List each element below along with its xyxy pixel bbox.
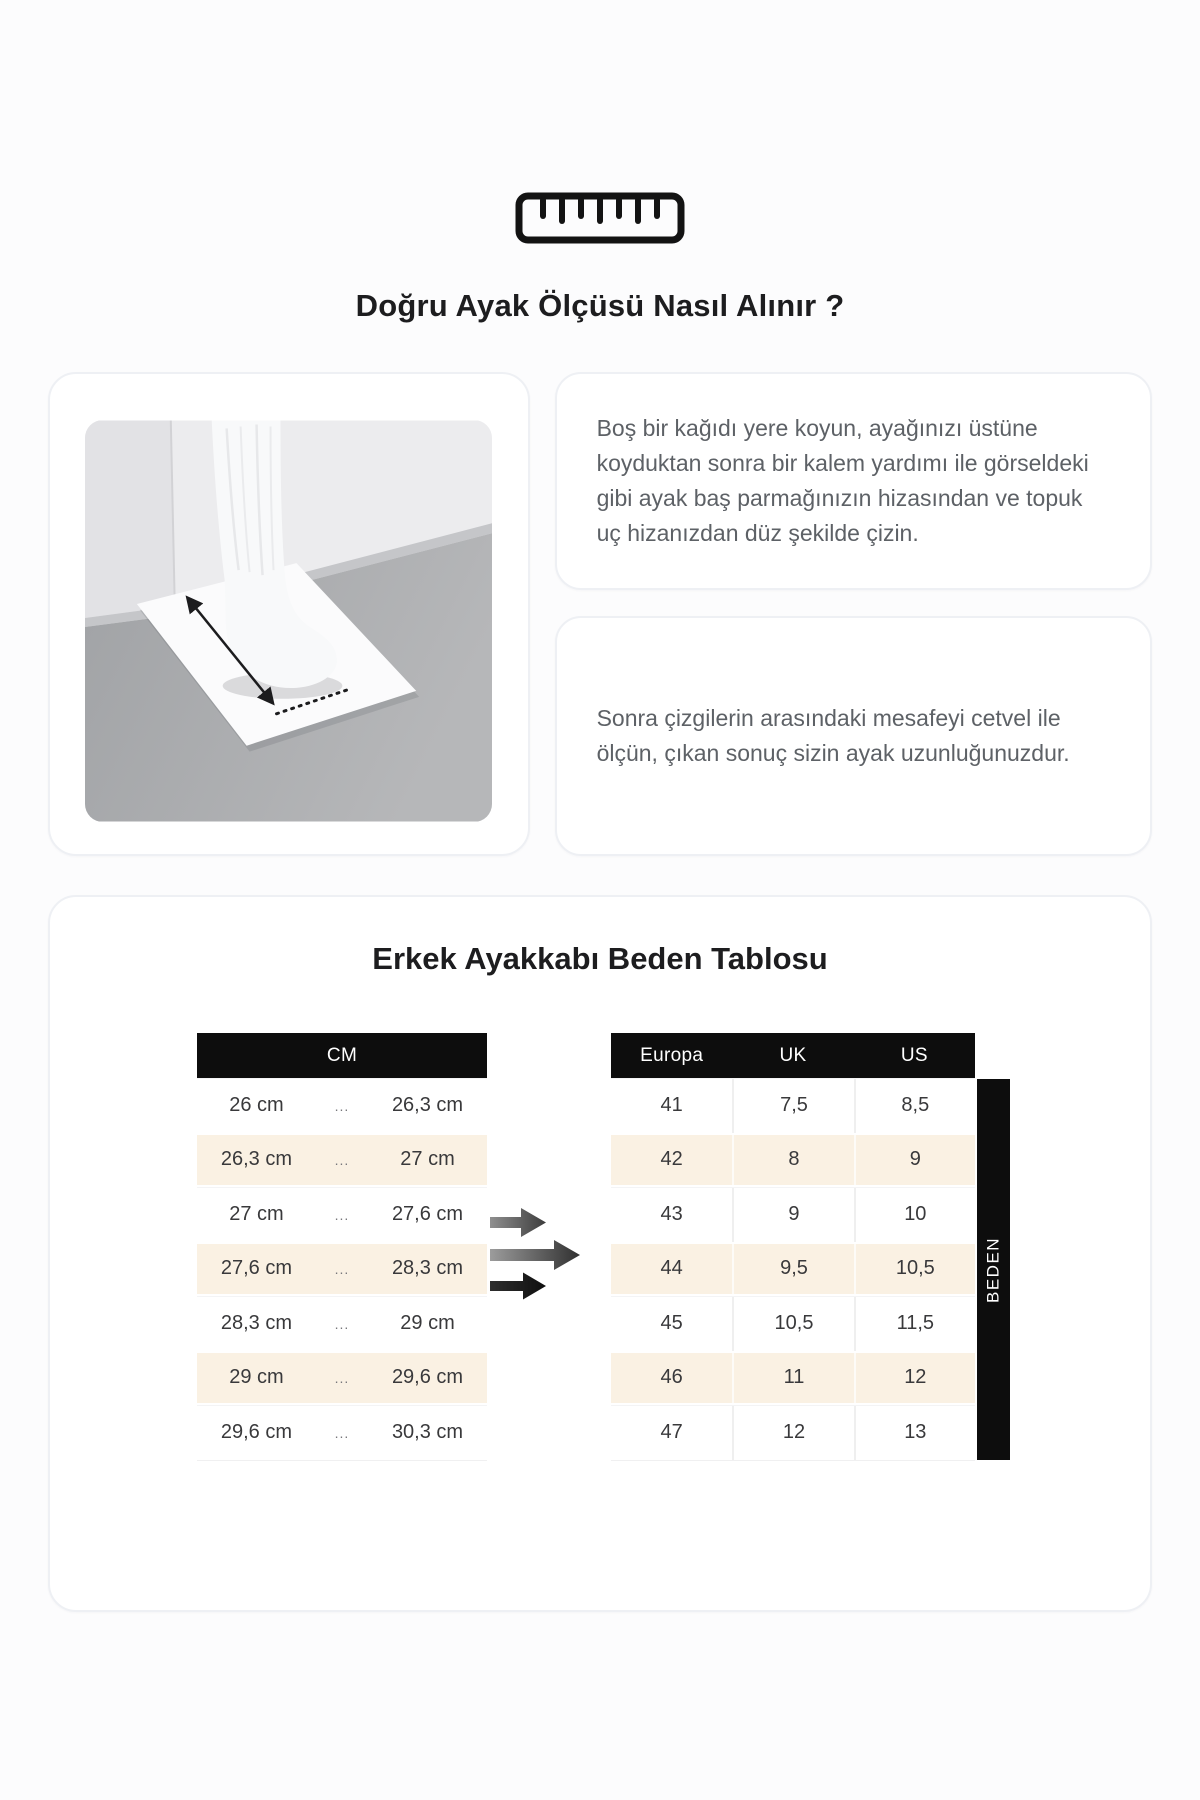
cm-from: 26,3 cm [220,1148,293,1171]
cm-separator: ... [334,1369,350,1386]
size-europa: 47 [660,1421,683,1444]
foot-measurement-photo [85,420,492,822]
size-uk: 9 [732,1188,853,1242]
cm-to: 27 cm [400,1148,455,1171]
size-table-body [611,1078,975,1461]
size-uk: 7,5 [732,1079,853,1133]
size-uk: 9,5 [732,1244,853,1295]
instruction-step2-text: Sonra çizgilerin arasındaki mesafeyi cetvel ile ölçün, çıkan sonuç sizin ayak uzunluğunuzdur. [596,705,1070,766]
size-table-row [611,1242,975,1297]
size-table-row [611,1405,975,1460]
instruction-card-step1 [555,372,1152,590]
size-chart-card [48,895,1152,1612]
size-header-uk: UK [779,1044,807,1066]
cm-from: 27,6 cm [220,1257,293,1280]
page-title: Doğru Ayak Ölçüsü Nasıl Alınır ? [355,288,845,323]
cm-separator: ... [334,1260,350,1277]
size-chart-tables [50,1033,1150,1513]
measure-instructions-section [48,372,1152,856]
cm-to: 30,3 cm [391,1421,464,1444]
size-uk: 8 [732,1135,853,1186]
cm-to: 26,3 cm [391,1094,464,1117]
size-table-row [611,1133,975,1188]
cm-table-body [197,1078,487,1461]
cm-separator: ... [334,1097,350,1114]
instruction-cards-column [555,372,1152,856]
cm-table-row [197,1351,487,1406]
size-uk: 10,5 [732,1297,853,1351]
cm-to: 27,6 cm [391,1203,464,1226]
size-europa: 44 [660,1257,683,1280]
size-table-row [611,1187,975,1242]
size-europa: 41 [660,1094,683,1117]
conversion-arrows-icon [487,1201,599,1301]
ruler-icon [0,192,1200,244]
cm-to: 29 cm [400,1312,455,1335]
size-europa: 45 [660,1312,683,1335]
size-us: 10,5 [854,1244,975,1295]
cm-table-row [197,1242,487,1297]
cm-table [197,1033,487,1461]
size-table-row [611,1078,975,1133]
size-europa: 42 [660,1148,683,1171]
cm-table-row [197,1078,487,1133]
cm-header-label: CM [326,1044,358,1066]
size-us: 12 [854,1353,975,1404]
instruction-card-step2 [555,616,1152,856]
size-us: 13 [854,1406,975,1460]
cm-table-row [197,1296,487,1351]
size-us: 8,5 [854,1079,975,1133]
size-uk: 12 [732,1406,853,1460]
cm-from: 27 cm [229,1203,284,1226]
cm-table-row [197,1187,487,1242]
cm-separator: ... [334,1151,350,1168]
size-chart-title: Erkek Ayakkabı Beden Tablosu [372,941,828,976]
size-table-row [611,1296,975,1351]
cm-from: 28,3 cm [220,1312,293,1335]
size-europa: 46 [660,1366,683,1389]
measurement-photo-card [48,372,530,856]
cm-table-row [197,1133,487,1188]
size-europa: 43 [660,1203,683,1226]
cm-to: 28,3 cm [391,1257,464,1280]
cm-from: 29 cm [229,1366,284,1389]
beden-side-label: BEDEN [977,1079,1010,1460]
cm-from: 29,6 cm [220,1421,293,1444]
cm-table-header [197,1033,487,1078]
size-table-header [611,1033,975,1078]
size-us: 9 [854,1135,975,1186]
cm-separator: ... [334,1315,350,1332]
cm-to: 29,6 cm [391,1366,464,1389]
cm-separator: ... [334,1424,350,1441]
cm-separator: ... [334,1206,350,1223]
size-table [611,1033,975,1461]
size-table-row [611,1351,975,1406]
size-us: 11,5 [854,1297,975,1351]
size-header-europa: Europa [640,1044,704,1066]
cm-table-row [197,1405,487,1460]
cm-from: 26 cm [229,1094,284,1117]
size-header-us: US [900,1044,928,1066]
instruction-step1-text: Boş bir kağıdı yere koyun, ayağınızı üstüne koyduktan sonra bir kalem yardımı ile görseldeki gibi ayak baş parmağınızın hizasından ve topuk uç hizanızdan düz şekilde çizin. [596,415,1089,546]
size-us: 10 [854,1188,975,1242]
size-uk: 11 [732,1353,853,1404]
